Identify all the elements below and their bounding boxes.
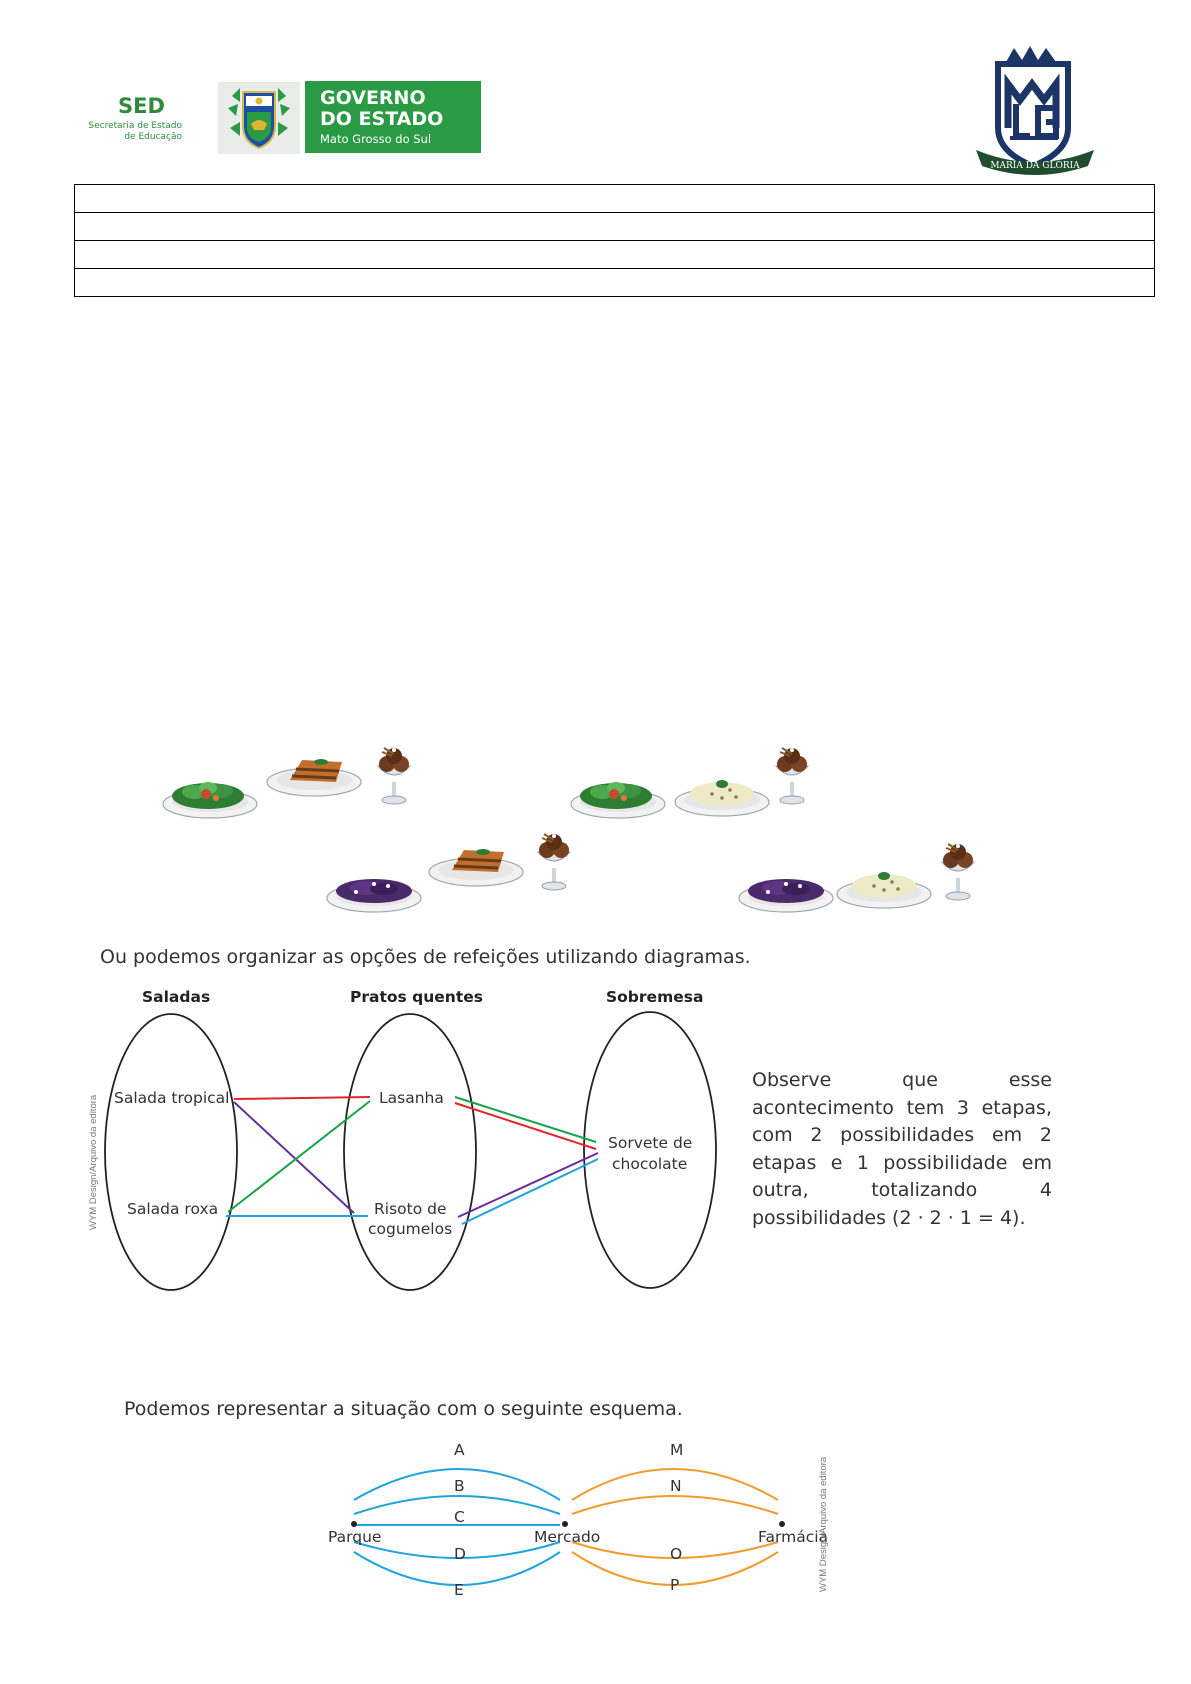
path-label-o: O (670, 1545, 683, 1563)
connector-line (462, 1159, 598, 1224)
salad-purple-image (327, 879, 421, 912)
path-label-e: E (454, 1581, 464, 1599)
column-heading-saladas: Saladas (142, 988, 211, 1006)
route-diagram (320, 1428, 810, 1608)
path-label-p: P (670, 1576, 680, 1594)
table-row (75, 185, 1155, 213)
school-banner-text: MARIA DA GLÓRIA (990, 161, 1080, 171)
government-logo: GOVERNO DO ESTADO Mato Grosso do Sul (305, 81, 481, 153)
connector-line (458, 1153, 598, 1217)
path-label-c: C (454, 1508, 465, 1526)
node-farmacia (779, 1521, 785, 1527)
table-row (75, 269, 1155, 297)
image-credit-2: WYM Design/Arquivo da editora (818, 1456, 829, 1592)
salada-roxa-label: Salada roxa (127, 1200, 219, 1218)
observe-paragraph: Observe que esse acontecimento tem 3 etapas, com 2 possibilidades em 2 etapas e 1 possibilidade em outra, totalizando 4 possibilidades (2 · 2 · 1 = 4). (752, 1069, 1052, 1229)
salada-tropical-label: Salada tropical (114, 1089, 230, 1107)
sorvete-label-line2: chocolate (612, 1155, 688, 1173)
risotto-image (837, 872, 931, 908)
node-mercado (562, 1521, 568, 1527)
table-row (75, 241, 1155, 269)
path-n (572, 1496, 778, 1514)
node-label-mercado: Mercado (534, 1528, 601, 1546)
intro-paragraph: Ou podemos organizar as opções de refeições utilizando diagramas. (100, 946, 751, 968)
scheme-paragraph: Podemos representar a situação com o seguinte esquema. (124, 1398, 683, 1420)
path-label-b: B (454, 1477, 465, 1495)
lasagna-image (267, 759, 361, 796)
path-label-a: A (454, 1441, 465, 1459)
pratos-ellipse (344, 1014, 476, 1290)
sed-title: SED (118, 94, 165, 118)
lasagna-image (429, 849, 523, 886)
sundae-image (538, 834, 570, 890)
node-label-parque: Parque (328, 1528, 382, 1546)
sorvete-label-line1: Sorvete de (608, 1134, 693, 1152)
risotto-image (675, 780, 769, 816)
sundae-image (776, 748, 808, 804)
column-heading-pratos-quentes: Pratos quentes (350, 988, 483, 1006)
meal-combinations-illustration (150, 742, 1000, 920)
sundae-image (942, 844, 974, 900)
table-row (75, 213, 1155, 241)
risoto-label-line2: cogumelos (368, 1220, 453, 1238)
salad-tropical-image (571, 782, 665, 818)
connector-line (228, 1101, 370, 1212)
column-heading-sobremesa: Sobremesa (606, 988, 704, 1006)
connector-line (234, 1102, 354, 1213)
path-label-n: N (670, 1477, 682, 1495)
school-crest-logo (968, 44, 1102, 176)
sed-logo (70, 84, 200, 154)
path-label-m: M (670, 1441, 684, 1459)
saladas-ellipse (105, 1014, 237, 1290)
path-label-d: D (454, 1545, 466, 1563)
image-credit: WYM Design/Arquivo da editora (88, 1094, 99, 1230)
node-label-farmacia: Farmácia (758, 1528, 829, 1546)
sundae-image (378, 748, 410, 804)
sed-subtitle: Secretaria de Estado de Educação (88, 121, 182, 142)
state-coat-of-arms-icon (218, 82, 300, 154)
salad-tropical-image (163, 782, 257, 818)
risoto-label-line1: Risoto de (374, 1200, 447, 1218)
node-parque (351, 1521, 357, 1527)
header-info-table (74, 184, 1155, 297)
lasanha-label: Lasanha (379, 1089, 444, 1107)
salad-purple-image (739, 879, 833, 912)
